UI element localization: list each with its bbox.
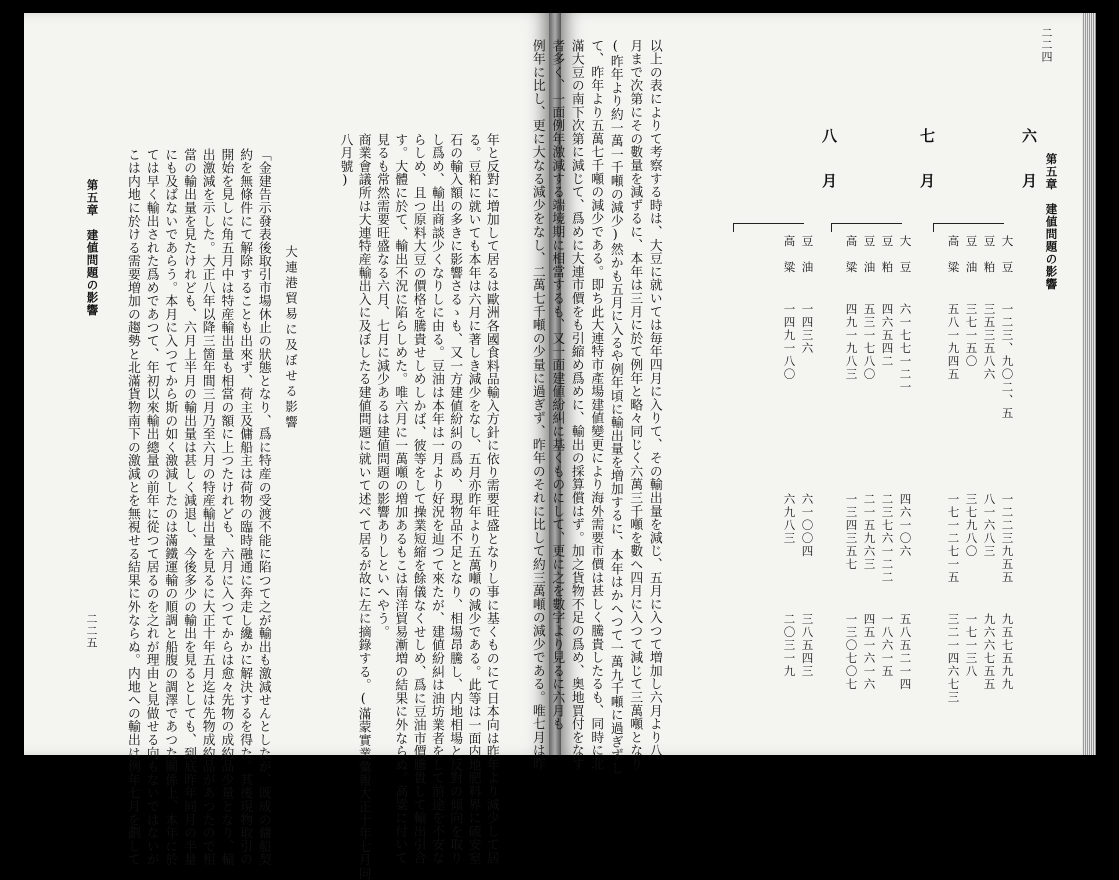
table-cell: 六一七七一二一 <box>898 303 913 394</box>
item-label: 豆 油 <box>964 235 979 274</box>
quote-line: 「金建告示發表後取引市場休止の狀態となり、爲に特産の受渡不能に陷つて之が輸出も激減せんとしたが、既成の傭船契 <box>255 148 271 867</box>
quote-line: 約を無條件にて解除することも出來ず、荷主及傭船主は荷物の臨時融通に奔走し纔かに解決するを得た。其後現物取引の <box>237 148 253 867</box>
item-label: 高 粱 <box>844 235 859 274</box>
body-line: 者多く、一面例年激減する端境期に相當するも、又一面建値紛糾に基くものにして、更に之を數字より見るに六月も <box>549 39 565 731</box>
table-cell: 一二二三九五五 <box>1000 493 1015 584</box>
body-line: らしめ、且つ原料大豆の價格を騰貴せしめしかば、彼等をして操業短縮を餘儀なくせしめ、爲に豆油市價騰貴して輸出引合 <box>410 133 426 865</box>
body-line: し爲め、輸出商談少くなりしに由る。豆油は本年は一月より好況を辿つて來たが、建値紛糾は油坊業者をして前途を不安な <box>428 133 444 865</box>
table-cell: 四六一〇六 <box>898 493 913 558</box>
body-line: 以上の表によりて考察する時は、大豆に就いては毎年四月に入りて、その輸出量を減じ、五月に入つて増加し六月より八 <box>646 39 662 758</box>
month-bracket <box>733 223 804 232</box>
book-spread <box>24 13 1096 880</box>
body-line: (昨年より約一萬一千噸の減少)然かも五月に入るや例年頃に輸出量を増加するに、本年はかへつて一萬九千噸に過ぎずし <box>607 39 623 775</box>
right-page-number: 二二四 <box>1040 27 1053 63</box>
table-cell: 三七九八〇 <box>964 493 979 558</box>
table-cell: 三五三五八六 <box>982 303 997 381</box>
right-page-header: 第五章 建値問題の影響 <box>1044 153 1059 291</box>
table-cell: 三七一五〇 <box>964 303 979 368</box>
body-line: て、昨年より五萬七千噸の減少である。即ち此大連特市產場建値變更により海外需要市價は甚しく騰貴したるも、同時に北 <box>588 39 604 771</box>
quote-line: 出激減を示した。大正八年以降三箇年間三月乃至六月の特産輸出量を見るに大正十年五月迄は先物成約品があつたので相 <box>199 148 215 867</box>
body-line: る。豆粕に就いても本年は六月に著しき減少をなし、五月亦昨年より五萬噸の減少である。此等は一面内地肥料界に硫安窒 <box>465 133 481 865</box>
body-line: 滿大豆の南下次第に減じて、爲めに大連市價をも引縮め爲めに、輸出の採算償はず。加之貨物不足の爲め、奥地買付をなす <box>568 39 584 771</box>
table-cell: 六九八三 <box>782 493 797 545</box>
table-cell: 一八六一五 <box>880 613 895 678</box>
body-line: 見るも常然需要旺盛なる六月、七月に減少あるは建値問題の影響ありしといへやう。 <box>373 133 389 639</box>
table-cell: 一三四三五七 <box>844 493 859 571</box>
item-label: 豆 粕 <box>880 235 895 274</box>
item-label: 高 粱 <box>782 235 797 274</box>
table-cell: 九五七五九九 <box>1000 613 1015 691</box>
month-bracket <box>933 223 1004 232</box>
quote-line: ては早く輸出された爲めであつて、年初以來輸出總量の前年に從つて居るのを之れが理由と見做せる向もないではないが <box>143 148 159 867</box>
table-cell: 一三〇七〇七 <box>844 613 859 691</box>
table-cell: 一七一三八 <box>964 613 979 678</box>
table-cell: 五八五二一四 <box>898 613 913 691</box>
quote-line: こは内地に於ける需要増加の趨勢と北滿貨物南下の激減とを無視せる結果に外ならぬ。内地への輸出は例年七月を劃して <box>124 148 140 867</box>
item-label: 豆 油 <box>800 235 815 274</box>
table-cell: 二〇三一九 <box>782 613 797 678</box>
left-page-number: 二二五 <box>85 613 98 649</box>
table-cell: 一七一二七一五 <box>946 493 961 584</box>
table-cell: 一二三、九〇二、五 <box>1000 303 1015 420</box>
table-cell: 三八五四三 <box>800 613 815 678</box>
table-cell: 三二一四六七三 <box>946 613 961 704</box>
quote-line: 開始を見しに角五月中は特産輸出量も相當の額に上つたけれども、六月に入つてからは愈々先物の成約品少量となり、輸 <box>218 148 234 867</box>
table-cell: 八一六八三 <box>982 493 997 558</box>
item-label: 大 豆 <box>898 235 913 274</box>
left-page <box>24 13 549 880</box>
body-line: 例年に比し、更に大なる減少をなし、二萬七千噸の少量に過ぎず、昨年のそれに比して約三萬噸の減少である。唯七月は昨 <box>529 39 545 771</box>
month-label: 七 月 <box>918 128 936 188</box>
table-cell: 二三七六一二二 <box>880 493 895 584</box>
body-line: す。大體に於て、輸出不況に陷らしめた。唯六月に一萬噸の増加あるもこは南洋貿易漸増の結果に外ならぬ。高粱に付いて <box>392 133 408 865</box>
body-line: 月まで次第にその數量を減ずるに、本年は三月に於て例年と略々同じく六萬三千噸を數へ四月に入つて減じて三萬噸となり <box>627 39 643 771</box>
item-label: 豆 粕 <box>982 235 997 274</box>
quote-line: 當の輸出量を見たけれども、六月上半月の輸出量は甚しく減退し、今後多少の輸出を見るとしても、到底昨年同月の半量 <box>180 148 196 867</box>
table-cell: 一四三六 <box>800 303 815 355</box>
table-cell: 一四九一八〇 <box>782 303 797 381</box>
right-page <box>529 13 1096 775</box>
table-cell: 四九一九八三 <box>844 303 859 381</box>
table-cell: 四五一六一六 <box>862 613 877 691</box>
month-label: 六 月 <box>1020 128 1038 188</box>
body-line: 石の輸入額の多きに影響さるゝも、又一方建値紛糾の爲め、現物品不足となり、相場昂騰し、内地相場と反對の傾向を取り <box>447 133 463 865</box>
left-page-header: 第五章 建値問題の影響 <box>85 179 100 317</box>
page-edges <box>1082 13 1096 755</box>
table-cell: 五八一九四五 <box>946 303 961 381</box>
table-cell: 六一〇〇四 <box>800 493 815 558</box>
item-label: 高 粱 <box>946 235 961 274</box>
table-cell: 二一五九六三 <box>862 493 877 571</box>
section-title: 大連港貿易に及ぼせる影響 <box>283 245 299 431</box>
body-line: 商業會議所は大連特産輸出入に及ぼしたる建値問題に就いて述べて居るが故に左に摘錄する。(滿蒙實業彙報大正十年七月同 <box>355 133 371 880</box>
table-cell: 九六六七五五 <box>982 613 997 691</box>
item-label: 大 豆 <box>1000 235 1015 274</box>
body-line: 年と反對に増加して居るは歐洲各國食料品輸入方針に依り需要旺盛となりし事に基くものにて日本向は昨年より減少して居 <box>483 133 499 865</box>
table-cell: 五三一七八〇 <box>862 303 877 381</box>
item-label: 豆 油 <box>862 235 877 274</box>
quote-line: にも及ばないであらう。本月に入つてから斯の如く激減したのは滿鐵運輸の順調と船腹の調澤であつた關係上、本年に於 <box>162 148 178 867</box>
month-bracket <box>831 223 902 232</box>
table-cell: 四六五四二 <box>880 303 895 368</box>
month-label: 八 月 <box>820 128 838 188</box>
body-line: 八月號) <box>337 133 353 189</box>
